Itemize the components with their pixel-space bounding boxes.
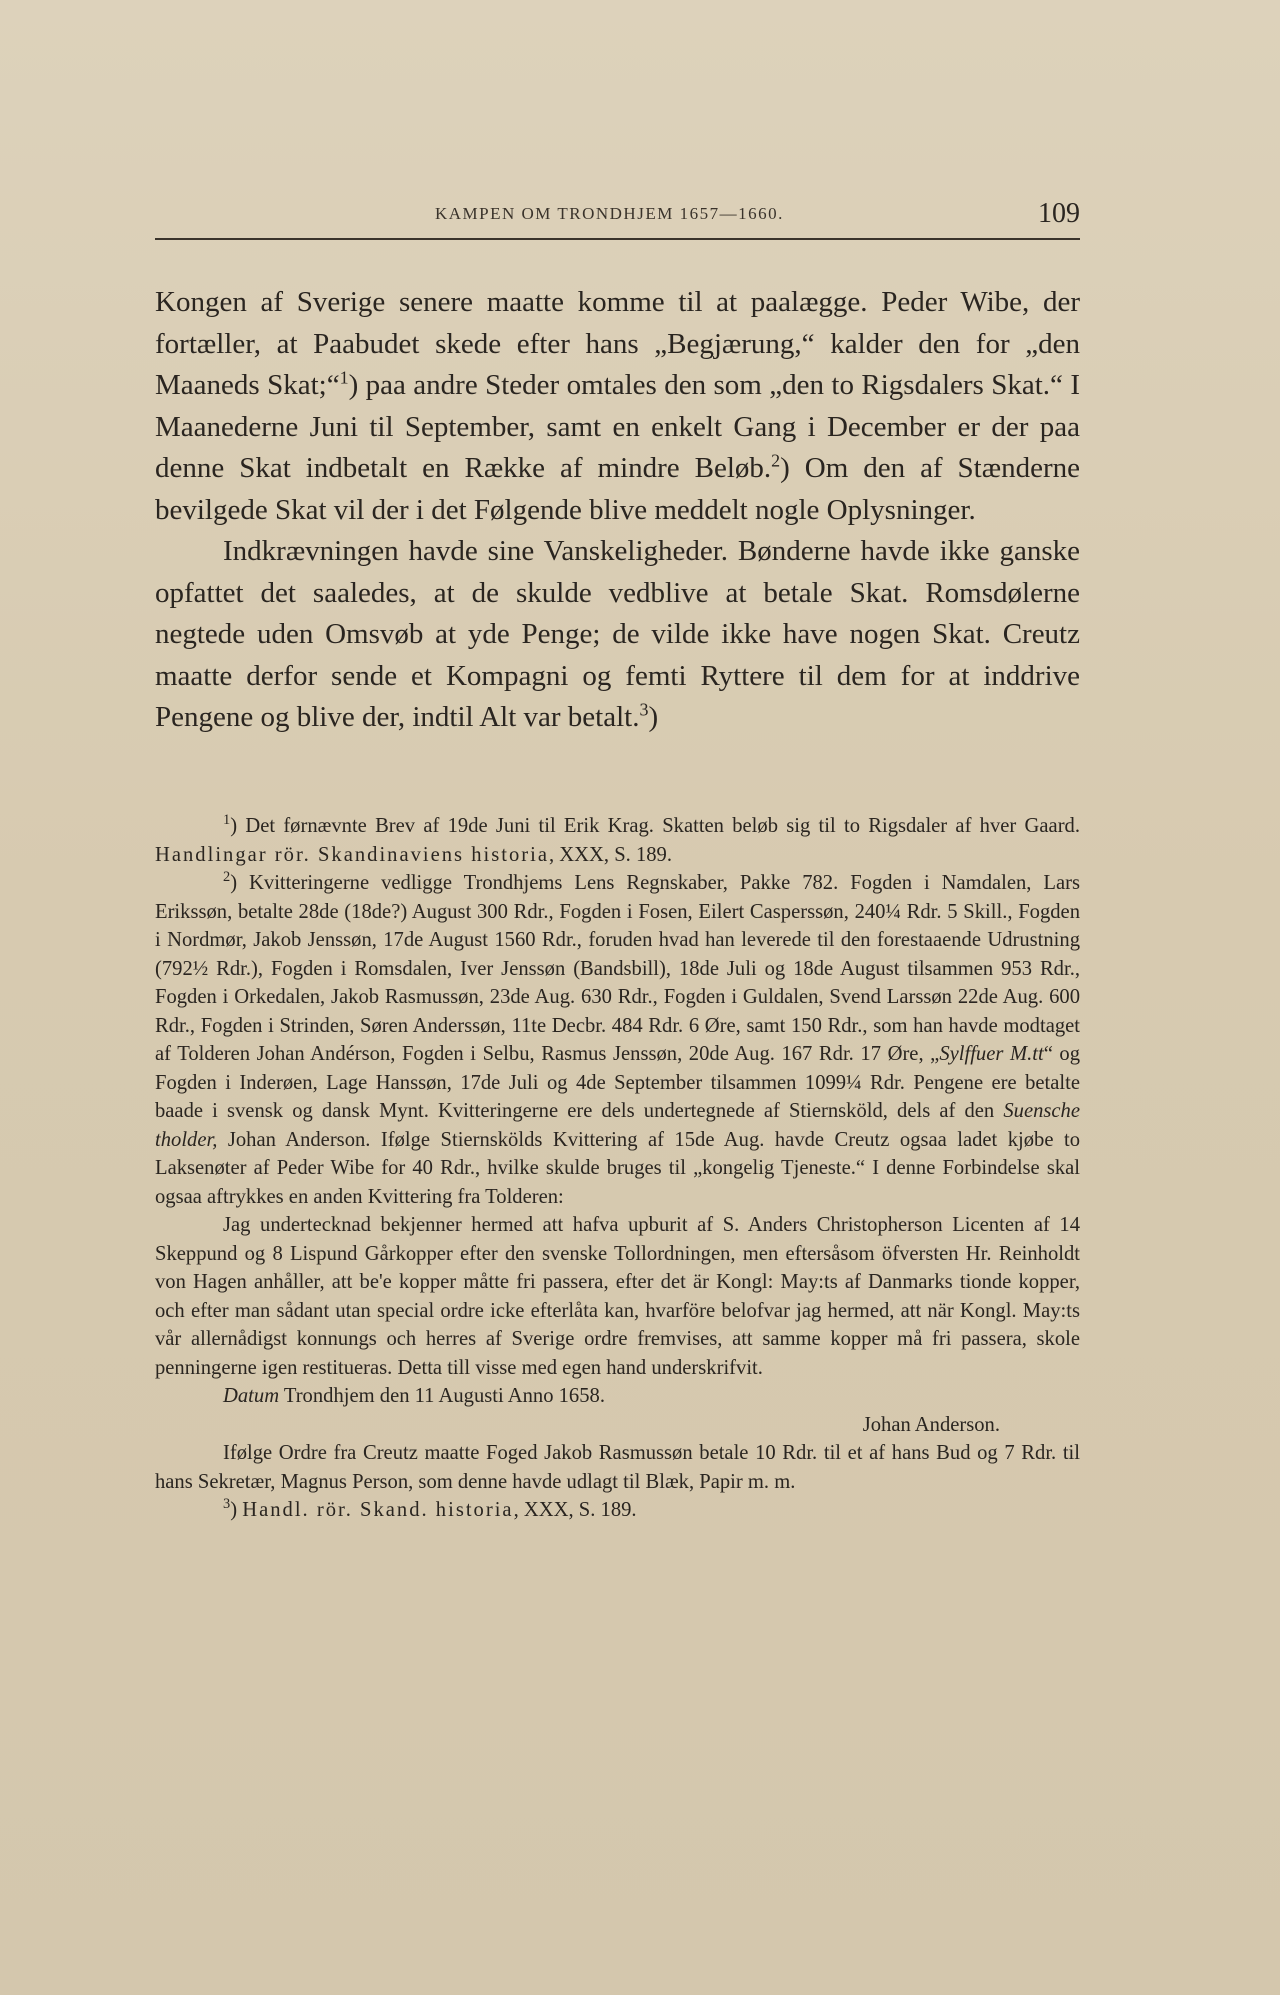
- footnote-1: $^1$) Det førnævnte Brev af 19de Juni til Erik Krag. Skatten beløb sig til to Rigsdaler af hver Gaard. Handlingar rör. Skandinaviens historia, XXX, S. 189.: [155, 812, 1080, 866]
- footnote-2: $^2$) Kvitteringerne vedligge Trondhjems Lens Regnskaber, Pakke 782. Fogden i Namdalen, Lars Erikssøn, betalte 28de (18de?) August 300 Rdr., Fogden i Fosen, Eilert Casperssøn, 240¼ Rdr. 5 Skill., Fogden i Nordmør, Jakob Jenssøn, 17de August 1560 Rdr., foruden hvad han leverede til den forestaaende Udrustning (792½ Rdr.), Fogden i Romsdalen, Iver Jenssøn (Bandsbill), 18de Juli og 18de August tilsammen 953 Rdr., Fogden i Orkedalen, Jakob Rasmussøn, 23de Aug. 630 Rdr., Fogden i Guldalen, Svend Larssøn 22de Aug. 600 Rdr., Fogden i Strinden, Søren Anderssøn, 11te Decbr. 484 Rdr. 6 Øre, samt 150 Rdr., som han havde modtaget af Tolderen Johan Andérson, Fogden i Selbu, Rasmus Jenssøn, 20de Aug. 167 Rdr. 17 Øre, „Sylffuer M.tt“ og Fogden i Inderøen, Lage Hanssøn, 17de Juli og 4de September tilsammen 1099¼ Rdr. Pengene ere betalte baade i svensk og dansk Mynt. Kvitteringerne ere dels undertegnede af Stiernsköld, dels af den Suensche tholder, Johan Anderson. Ifølge Stiernskölds Kvittering af 15de Aug. havde Creutz ogsaa ladet kjøbe to Laksenøter af Peder Wibe for 40 Rdr., hvilke skulde bruges til „kongelig Tjeneste.“ I denne Forbindelse skal ogsaa aftrykkes en anden Kvittering fra Tolderen:: [155, 869, 1080, 1208]
- page-number: 109: [1038, 198, 1080, 229]
- main-text: [155, 282, 1080, 739]
- footnote-2-continuation: Ifølge Ordre fra Creutz maatte Foged Jakob Rasmussøn betale 10 Rdr. til et af hans Bud og 7 Rdr. til hans Sekretær, Magnus Person, som denne havde udlagt til Blæk, Papir m. m.: [155, 1442, 1080, 1493]
- footnote-ref-2: 2: [771, 450, 781, 471]
- footnote-3: $^3$) Handl. rör. Skand. historia, XXX, S. 189.: [223, 1496, 637, 1521]
- quoted-receipt: Jag undertecknad bekjenner hermed att hafva upburit af S. Anders Christopherson Licenten af 14 Skeppund og 8 Lispund Gårkopper efter den svenske Tollordningen, men eftersåsom öfversten Hr. Reinholdt von Hagen anhåller, att be'e kopper måtte fri passera, efter det är Kongl: May:ts af Danmarks tionde kopper, och efter man sådant utan special ordre icke efterlåta kan, hvarföre belofvar jag hermed, att när Kongl. May:ts vår allernådigst konnungs och herres af Sverige ordre fremvises, att samme kopper må fri passera, skole penningerne igen restitueras. Detta till visse med egen hand underskrifvit.: [155, 1214, 1080, 1379]
- paragraph-2: Indkrævningen havde sine Vanskeligheder. Bønderne havde ikke ganske opfattet det saaledes, at de skulde vedblive at betale Skat. Romsdølerne negtede uden Omsvøb at yde Penge; de vilde ikke have nogen Skat. Creutz maatte derfor sende et Kompagni og femti Ryttere til dem for at inddrive Pengene og blive der, indtil Alt var betalt.$^3$): [155, 535, 1080, 733]
- receipt-date: Datum Trondhjem den 11 Augusti Anno 1658.: [223, 1385, 605, 1407]
- footnote-ref-3: 3: [639, 699, 649, 720]
- running-title: KAMPEN OM TRONDHJEM 1657—1660.: [435, 204, 784, 223]
- page-header: [155, 198, 1080, 240]
- paragraph-1: Kongen af Sverige senere maatte komme til at paalægge. Peder Wibe, der fortæller, at Paabudet skede efter hans „Begjærung,“ kalder den for „den Maaneds Skat;“$^1$) paa andre Steder omtales den som „den to Rigsdalers Skat.“ I Maanederne Juni til September, samt en enkelt Gang i December er der paa denne Skat indbetalt en Række af mindre Beløb.$^2$) Om den af Stænderne bevilgede Skat vil der i det Følgende blive meddelt nogle Oplysninger.: [155, 286, 1080, 526]
- footnotes: [155, 812, 1080, 1525]
- receipt-signature: Johan Anderson.: [862, 1413, 1000, 1436]
- footnote-ref-1: 1: [339, 367, 349, 388]
